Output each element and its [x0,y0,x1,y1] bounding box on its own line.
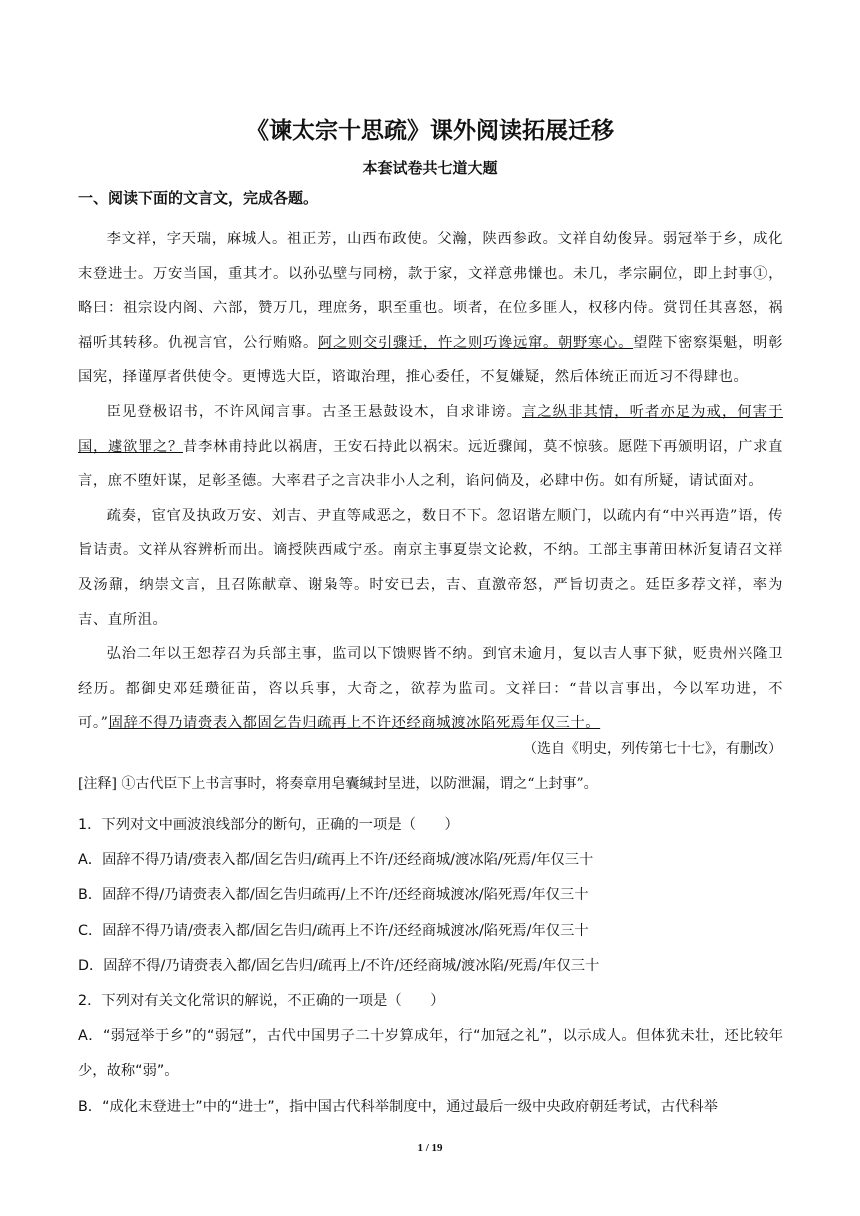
passage-text: 李文祥，字天瑞，麻城人。祖正芳，山西布政使。父瀚，陕西参政。文祥自幼俊异。弱冠举于乡，成化末登进士。万安当国，重其才。以孙弘壁与同榜，款于家，文祥意弗慊也。未几，孝宗嗣位，即上封事①，略曰：祖宗设内阁、六部，赞万几，理庶务，职至重也。顷者，在位多匪人，权移内侍。赏罚任其喜怒，祸福听其转移。仇视言官，公行贿赂。 [78,231,783,351]
source-citation: （选自《明史，列传第七十七》，有删改） [523,741,782,757]
passage-paragraph-2 [78,395,783,499]
annotation-note: [注释] ①古代臣下上书言事时，将奏章用皂囊缄封呈进，以防泄漏，谓之“上封事”。 [78,776,598,792]
wavy-underlined-text: 固辞不得乃请赍表入都固乞告归疏再上不许还经商城渡冰陷死焉年仅三十。 [108,715,601,732]
passage-text: 望陛下密察渠魁，明彰国宪，择谨厚者供使令。更博选大臣，谘诹治理，推心委任，不复嫌疑，然后体统正而近习不得肆也。 [78,334,783,386]
question-1-option-c: C．固辞不得乃请/赍表入都/固乞告归/疏再上不许/还经商城渡冰/陷死焉/年仅三十 [78,922,589,939]
passage-paragraph-1 [78,222,783,395]
question-1-option-a: A．固辞不得乃请/赍表入都/固乞告归/疏再上不许/还经商城/渡冰陷/死焉/年仅三十 [78,852,594,869]
page-number: 1 / 19 [417,1142,443,1154]
passage-text: 昔李林甫持此以祸唐，王安石持此以祸宋。远近骤闻，莫不惊骇。愿陛下再颁明诏，广求直言，庶不堕奸谋，足彰圣德。大率君子之言决非小人之利，谄问倘及，必肆中伤。如有所疑，请试面对。 [78,438,783,490]
question-1-option-b: B．固辞不得/乃请赍表入都/固乞告归疏再/上不许/还经商城渡冰/陷死焉/年仅三十 [78,887,589,904]
passage-text: 臣见登极诏书，不许风闻言事。古圣王悬鼓设木，自求诽谤。 [106,403,522,420]
passage-text: 弘治二年以王恕荐召为兵部主事，监司以下馈赆皆不纳。到官未逾月，复以吉人事下狱，贬贵州兴隆卫经历。都御史邓廷瓒征苗，咨以兵事，大奇之，欲荐为监司。文祥曰：“昔以言事出，今以军功进，不可。” [78,646,783,732]
question-2: 2．下列对有关文化常识的解说，不正确的一项是（ ） [78,993,445,1010]
underlined-text: 阿之则交引骤迁，忤之则巧谗远窜。朝野寒心。 [318,334,634,351]
reading-passage [78,222,783,741]
question-2-option-b: B．“成化末登进士”中的“进士”，指中国古代科举制度中，通过最后一级中央政府朝廷考试，古代科举 [78,1098,718,1115]
question-1-option-d: D．固辞不得/乃请赍表入都/固乞告归/疏再上/不许/还经商城/渡冰陷/死焉/年仅三十 [78,957,600,974]
question-1: 1．下列对文中画波浪线部分的断句，正确的一项是（ ） [78,817,459,833]
page-subtitle: 本套试卷共七道大题 [362,159,498,177]
passage-paragraph-3: 疏奏，宦官及执政万安、刘吉、尹直等咸恶之，数日不下。忽诏谐左顺门，以疏内有“中兴再造”语，传旨诘责。文祥从容辨析而出。谪授陕西咸宁丞。南京主事夏崇文论救，不纳。工部主事莆田林沂复请召文祥及汤鼐，纳崇文言，且召陈献章、谢枭等。时安已去，吉、直激帝怒，严旨切责之。廷臣多荐文祥，率为吉、直所沮。 [78,507,783,628]
page-title: 《谏太宗十思疏》课外阅读拓展迁移 [246,118,614,144]
question-block [78,808,783,1125]
section-heading: 一、阅读下面的文言文，完成各题。 [78,189,319,207]
question-2-option-a: A．“弱冠举于乡”的“弱冠”，古代中国男子二十岁算成年，行“加冠之礼”，以示成人。但体犹未壮，还比较年少，故称“弱”。 [78,1028,783,1080]
underlined-text: 言之纵非其情，听者亦足为戒，何害于国，遽欲罪之？ [78,403,783,455]
passage-paragraph-4 [78,637,783,741]
